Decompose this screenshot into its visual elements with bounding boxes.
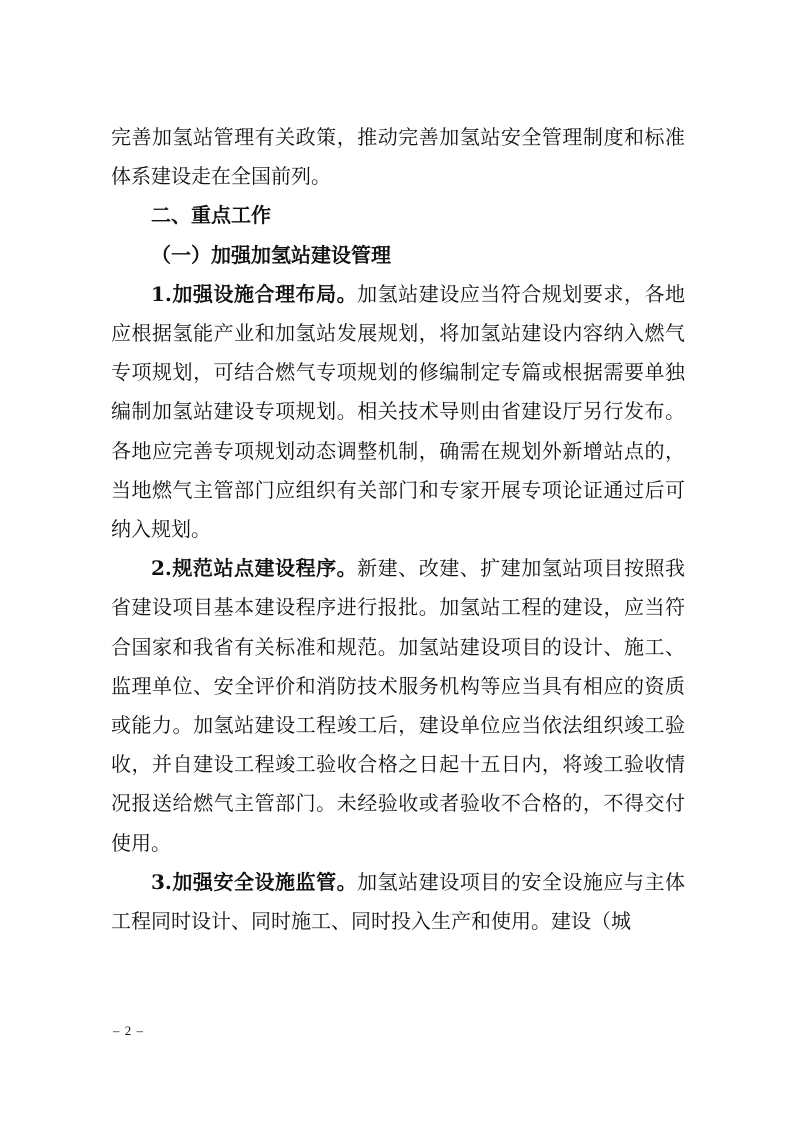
section-heading: 二、重点工作 xyxy=(151,203,271,228)
item-1-text: 加氢站建设应当符合规划要求，各地应根据氢能产业和加氢站发展规划，将加氢站建设内容纳入燃气专项规划，可结合燃气专项规划的修编制定专篇或根据需要单独编制加氢站建设专项规划。相关技术导则由省建设厅另行发布。各地应完善专项规划动态调整机制，确需在规划外新增站点的，当地燃气主管部门应组织有关部门和专家开展专项论证通过后可纳入规划。 xyxy=(111,281,685,542)
paragraph-item-1 xyxy=(111,275,685,549)
paragraph-item-2 xyxy=(111,549,685,863)
document-body xyxy=(111,118,685,941)
paragraph-item-3 xyxy=(111,863,685,941)
item-2-text: 新建、改建、扩建加氢站项目按照我省建设项目基本建设程序进行报批。加氢站工程的建设，应当符合国家和我省有关标准和规范。加氢站建设项目的设计、施工、监理单位、安全评价和消防技术服务机构等应当具有相应的资质或能力。加氢站建设工程竣工后，建设单位应当依法组织竣工验收，并自建设工程竣工验收合格之日起十五日内，将竣工验收情况报送给燃气主管部门。未经验收或者验收不合格的，不得交付使用。 xyxy=(111,556,685,855)
page-number: – 2 – xyxy=(113,1023,144,1038)
item-1-lead: 1.加强设施合理布局。 xyxy=(151,281,358,306)
item-3-lead: 3.加强安全设施监管。 xyxy=(151,869,358,894)
subsection-heading: （一）加强加氢站建设管理 xyxy=(151,242,391,267)
item-3-text: 加氢站建设项目的安全设施应与主体工程同时设计、同时施工、同时投入生产和使用。建设（城 xyxy=(111,869,685,934)
item-2-lead: 2.规范站点建设程序。 xyxy=(151,556,358,581)
paragraph-continuation: 完善加氢站管理有关政策，推动完善加氢站安全管理制度和标准体系建设走在全国前列。 xyxy=(111,125,685,189)
